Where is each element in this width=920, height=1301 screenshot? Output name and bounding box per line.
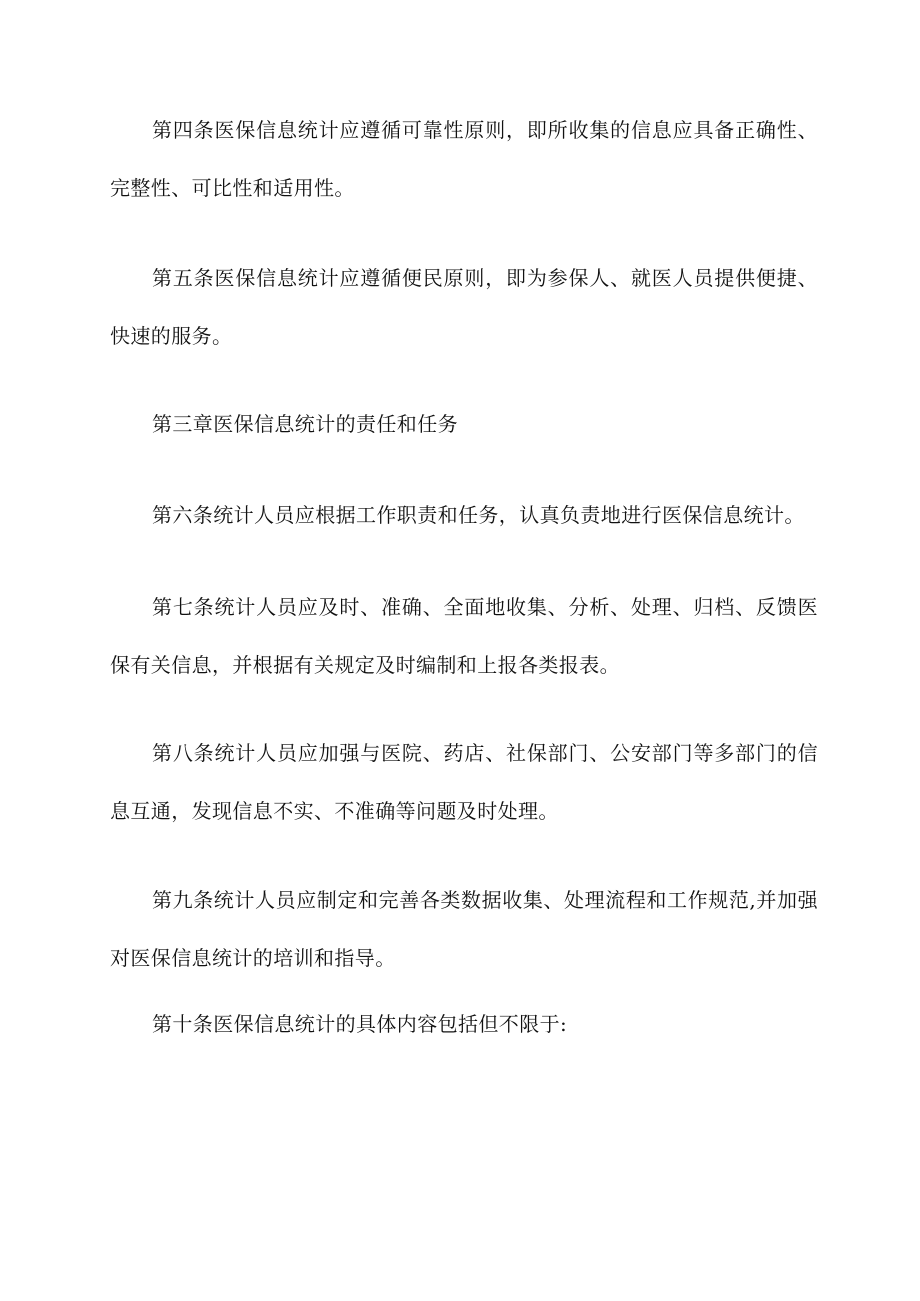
article-4-paragraph: 第四条医保信息统计应遵循可靠性原则，即所收集的信息应具备正确性、完整性、可比性和适用性。 [110,118,818,200]
article-5-paragraph: 第五条医保信息统计应遵循便民原则，即为参保人、就医人员提供便捷、快速的服务。 [110,266,818,348]
article-9-paragraph: 第九条统计人员应制定和完善各类数据收集、处理流程和工作规范,并加强对医保信息统计的培训和指导。 [110,888,818,970]
article-6-paragraph: 第六条统计人员应根据工作职责和任务，认真负责地进行医保信息统计。 [152,503,805,527]
article-7-paragraph: 第七条统计人员应及时、准确、全面地收集、分析、处理、归档、反馈医保有关信息，并根据有关规定及时编制和上报各类报表。 [110,595,818,677]
article-8-paragraph: 第八条统计人员应加强与医院、药店、社保部门、公安部门等多部门的信息互通，发现信息不实、不准确等问题及时处理。 [110,741,818,823]
article-10-paragraph: 第十条医保信息统计的具体内容包括但不限于: [152,1012,568,1036]
chapter-3-heading: 第三章医保信息统计的责任和任务 [152,412,458,436]
